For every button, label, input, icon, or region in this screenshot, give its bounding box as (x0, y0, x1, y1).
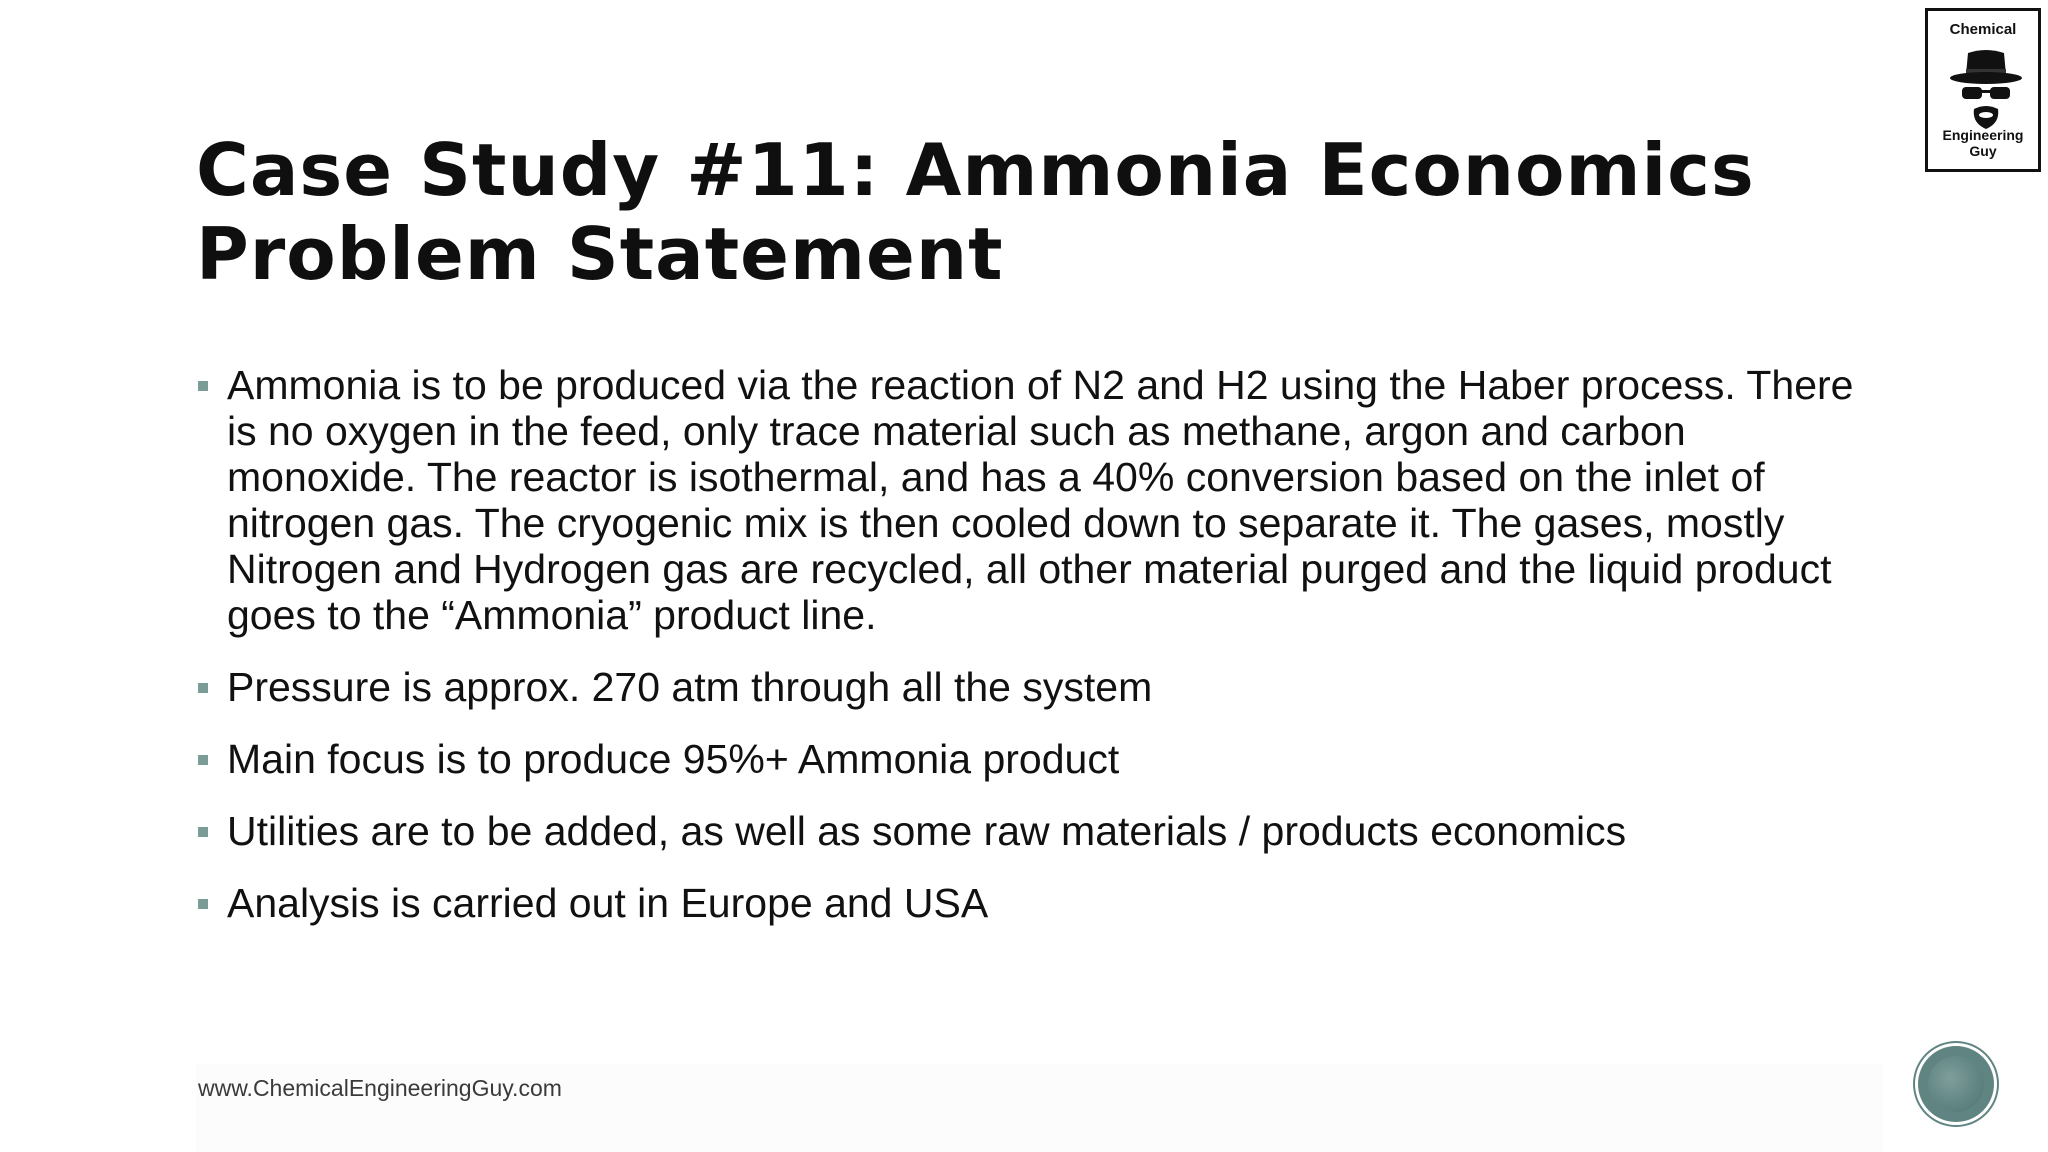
slide-title-line-1: Case Study #11: Ammonia Economics (196, 128, 1755, 212)
slide-title-line-2: Problem Statement (196, 212, 1004, 296)
slide-nav-circle-icon[interactable] (1918, 1046, 1994, 1122)
bullet-item (196, 880, 1876, 926)
bullet-text: Analysis is carried out in Europe and USA (227, 880, 989, 926)
brand-logo (1925, 8, 2041, 172)
footer-url: www.ChemicalEngineeringGuy.com (198, 1075, 562, 1101)
bullet-marker-icon (198, 381, 208, 391)
bullet-item (196, 362, 1876, 638)
bullet-marker-icon (198, 899, 208, 909)
bullet-marker-icon (198, 755, 208, 765)
bullet-text: Utilities are to be added, as well as some raw materials / products economics (227, 808, 1627, 854)
bullet-text: Pressure is approx. 270 atm through all the system (227, 664, 1153, 710)
logo-bottom-text: Engineering Guy (1942, 127, 2024, 159)
slide-title (196, 128, 1896, 296)
bullet-marker-icon (198, 683, 208, 693)
bullet-text: Main focus is to produce 95%+ Ammonia product (227, 736, 1120, 782)
logo-top-text: Chemical (1949, 21, 2017, 38)
bullet-marker-icon (198, 827, 208, 837)
bullet-text: Ammonia is to be produced via the reaction of N2 and H2 using the Haber process. There is no oxygen in the feed, only trace material such as methane, argon and carbon monoxide. The reactor is isothermal, and has a 40% conversion based on the inlet of nitrogen gas. The cryogenic mix is then cooled down to separate it. The gases, mostly Nitrogen and Hydrogen gas are recycled, all other material purged and the liquid product goes to the “Ammonia” product line. (227, 362, 1854, 638)
bullet-item (196, 664, 1876, 710)
bullet-item (196, 736, 1876, 782)
bullet-list (196, 362, 1876, 952)
bullet-item (196, 808, 1876, 854)
